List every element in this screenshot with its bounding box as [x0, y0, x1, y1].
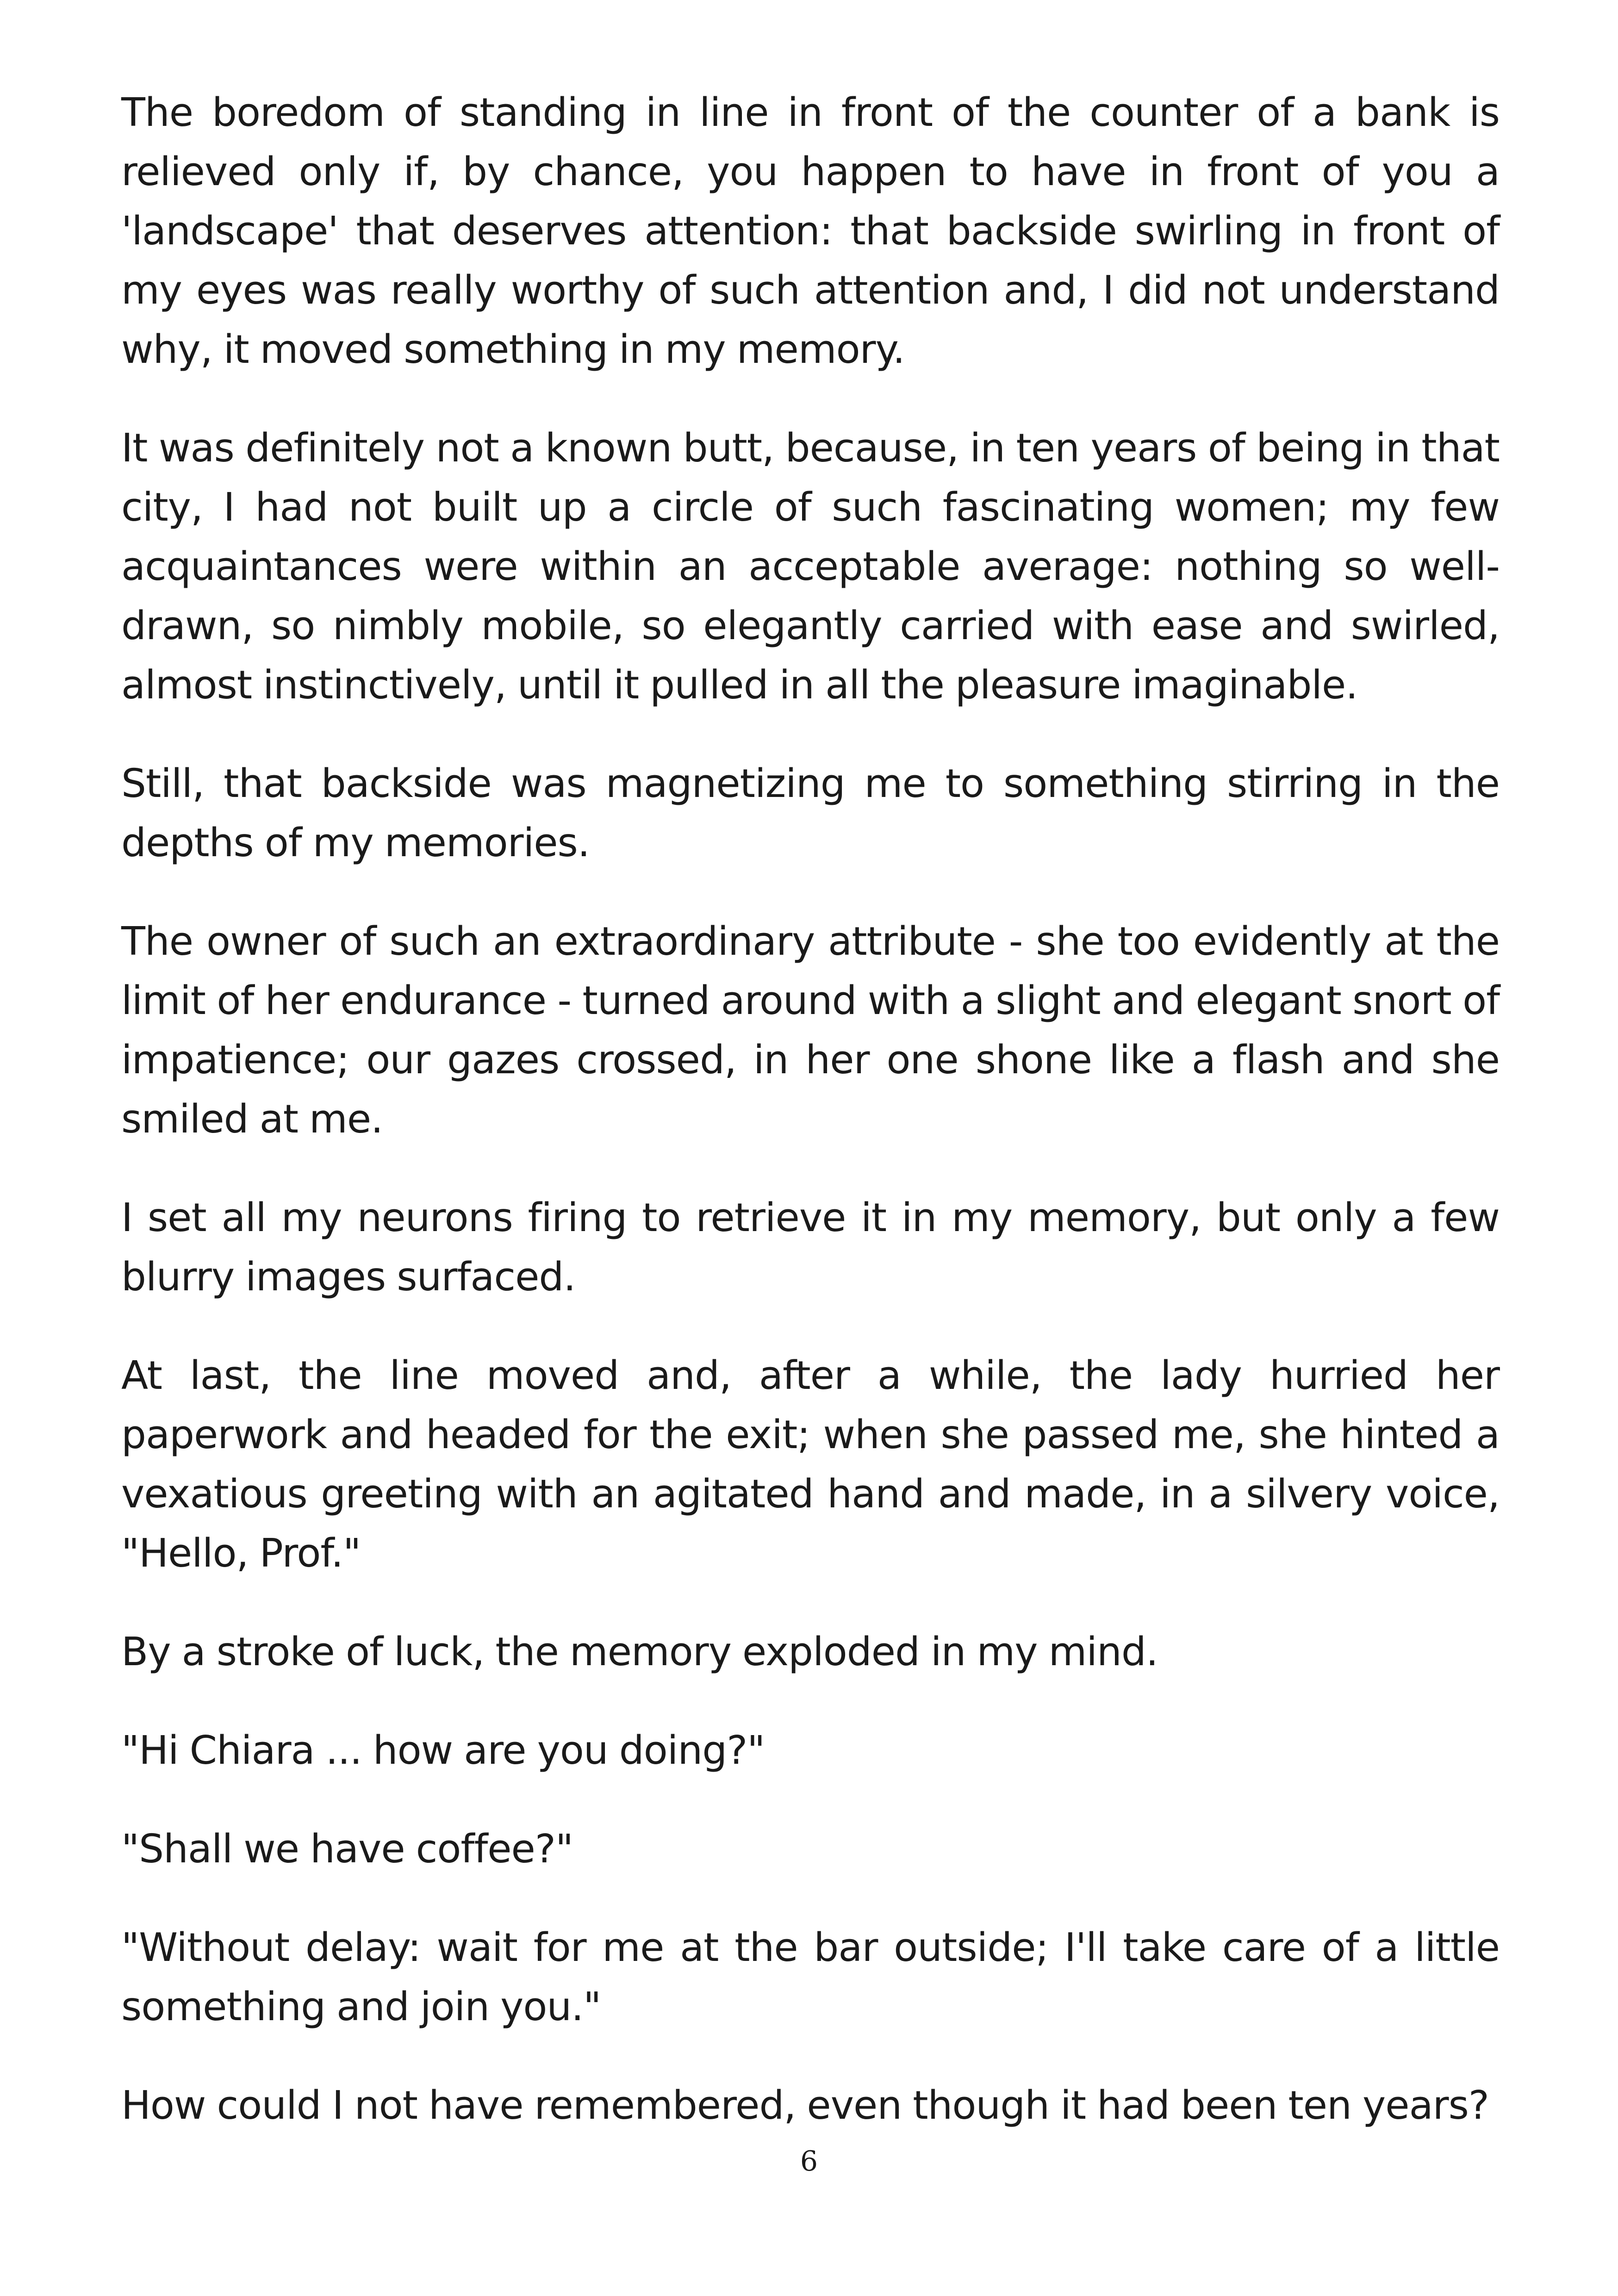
page-number: 6 — [800, 2145, 818, 2178]
paragraph-3: Still, that backside was magnetizing me to something stirring in the depths of my memories. — [121, 761, 1500, 866]
paragraph-10: "Without delay: wait for me at the bar outside; I'll take care of a little something and join you." — [121, 1925, 1500, 2030]
paragraph-1: The boredom of standing in line in front of the counter of a bank is relieved only if, by chance, you happen to have in front of you a 'landscape' that deserves attention: that backside swirling in front of my eyes was really worthy of such attention and, I did not understand why, it moved something in my memory. — [121, 90, 1500, 373]
paragraph-9: "Shall we have coffee?" — [121, 1826, 573, 1872]
paragraph-4: The owner of such an extraordinary attribute - she too evidently at the limit of her endurance - turned around with a slight and elegant snort of impatience; our gazes crossed, in her one shone like a flash and she smiled at me. — [121, 919, 1500, 1142]
paragraph-11: How could I not have remembered, even though it had been ten years? — [121, 2083, 1489, 2128]
paragraph-8: "Hi Chiara ... how are you doing?" — [121, 1728, 765, 1773]
paragraph-7: By a stroke of luck, the memory exploded in my mind. — [121, 1629, 1158, 1675]
paragraph-2: It was definitely not a known butt, because, in ten years of being in that city, I had not built up a circle of such fascinating women; my few acquaintances were within an acceptable average: nothing so well-drawn, so nimbly mobile, so elegantly carried with ease and swirled, almost instinctively, until it pulled in all the pleasure imaginable. — [121, 425, 1500, 708]
body-text — [121, 83, 1500, 2175]
paragraph-6: At last, the line moved and, after a while, the lady hurried her paperwork and headed for the exit; when she passed me, she hinted a vexatious greeting with an agitated hand and made, in a silvery voice, "Hello, Prof." — [121, 1353, 1500, 1576]
paragraph-5: I set all my neurons firing to retrieve it in my memory, but only a few blurry images surfaced. — [121, 1195, 1500, 1300]
